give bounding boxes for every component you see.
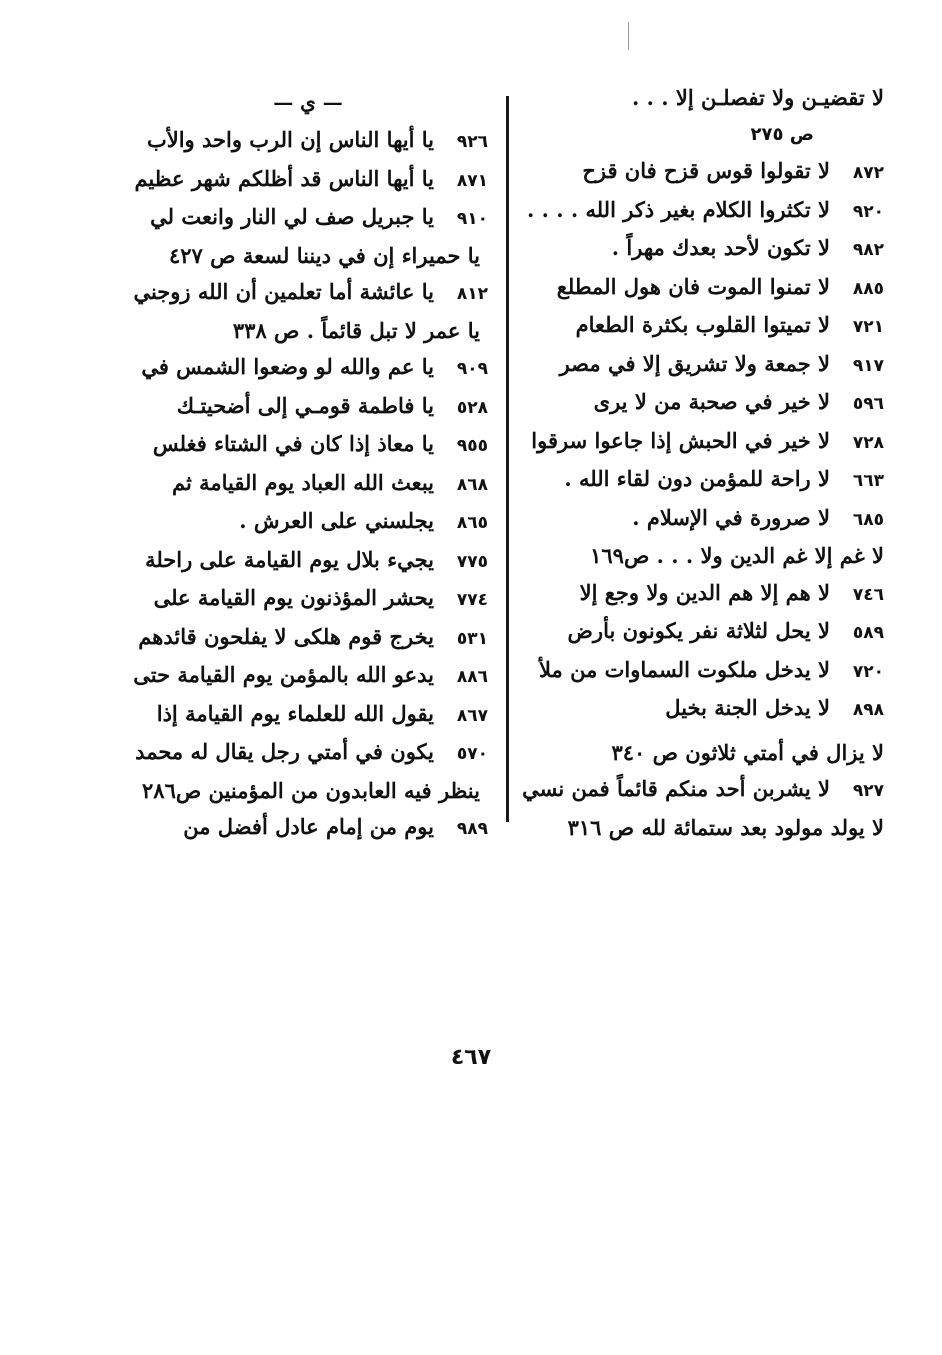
entry-number: ٩٢٦ [456,132,488,152]
entry-number: ٨٦٥ [456,513,488,533]
entry-number: ٩٨٩ [456,819,488,839]
entry-text: يحشر المؤذنون يوم القيامة على [153,585,434,610]
entry-text: لا يحل لثلاثة نفر يكونون بأرض [567,618,830,643]
entry-number: ٩٠٩ [456,359,488,379]
entry-text: يوم من إمام عادل أفضل من [183,814,434,839]
left-column-lines [128,122,488,848]
entry-number: ٨٧٢ [852,163,884,183]
index-entry [528,500,884,539]
entry-number: ٩١٧ [852,355,884,376]
index-entry [128,619,488,658]
index-entry [128,199,488,238]
entry-number: ٥٢٨ [456,397,488,418]
continuation-line: لا يولد مولود بعد ستمائة لله ص ٣١٦ [567,814,884,840]
entry-number: ٧٢٨ [852,432,884,453]
entry-number: ٥٨٩ [852,623,884,643]
entry-number: ٨٨٥ [852,278,884,299]
index-entry [128,465,488,504]
entry-text: لا خير في الحبش إذا جاعوا سرقوا [531,427,830,453]
entry-text: يا عم والله لو وضعوا الشمس في [141,354,434,379]
entry-number: ٧٢١ [852,317,884,337]
index-entry [528,461,884,500]
entry-number: ٨٩٨ [852,700,884,720]
entry-text: يا عائشة أما تعلمين أن الله زوجني [133,279,434,304]
continuation-line: لا تقضيـن ولا تفصلـن إلا . . . [632,85,884,110]
index-entry [528,384,884,423]
index-entry [528,423,884,462]
entry-number: ٨٨٦ [456,667,488,687]
continuation-line: لا غم إلا غم الدين ولا . . . ص١٦٩ [590,543,884,568]
index-entry [528,346,884,385]
entry-number: ٦٨٥ [852,509,884,530]
index-entry [128,809,488,848]
entry-text: لا تمنوا الموت فان هول المطلع [556,273,830,299]
continuation-line: يا عمر لا تبل قائماً . ص ٣٣٨ [232,317,480,343]
index-entry [128,161,488,200]
entry-text: لا تميتوا القلوب بكثرة الطعام [575,312,830,337]
entry-text: لا هم إلا هم الدين ولا وجع إلا [579,579,830,605]
index-entry [528,575,884,614]
page-number: ٤٦٧ [450,1045,492,1070]
entry-number: ٨٦٧ [456,705,488,726]
index-entry [128,503,488,542]
index-entry [128,734,488,773]
entry-number: ٨١٢ [456,284,488,304]
index-entry [528,652,884,691]
entry-number: ٧٧٤ [456,590,488,610]
index-entry [528,307,884,346]
index-entry [128,122,488,161]
index-entry [528,269,884,308]
entry-text: يدعو الله بالمؤمن يوم القيامة حتى [133,662,434,687]
entry-text: لا تكون لأحد بعدك مهراً . [611,235,830,260]
entry-number: ٩٢٠ [852,201,884,222]
entry-number: ٩١٠ [456,209,488,229]
index-entry [128,542,488,581]
entry-text: يكون في أمتي رجل يقال له محمد [135,739,434,764]
entry-number: ٩٢٧ [852,781,884,801]
entry-text: لا يدخل الجنة بخيل [665,695,830,720]
index-entry [528,192,884,231]
index-entry [128,388,488,427]
entry-number: ٥٣١ [456,628,488,649]
entry-text: لا تكثروا الكلام بغير ذكر الله . . . . [526,196,830,222]
entry-number: ٨٦٨ [456,474,488,495]
index-entry [528,230,884,269]
entry-number: ٩٨٢ [852,240,884,260]
index-entry [522,771,884,810]
entry-text: يا جبريل صف لي النار وانعت لي [150,204,434,229]
index-entry [528,613,884,652]
index-entry [128,426,488,465]
entry-number: ٩٥٥ [456,436,488,456]
index-entry [528,690,884,729]
entry-text: يبعث الله العباد يوم القيامة ثم [172,469,434,495]
entry-text: لا صرورة في الإسلام . [632,504,830,530]
index-entry [128,657,488,696]
entry-number: ٧٤٦ [852,584,884,605]
entry-text: لا يدخل ملكوت السماوات من ملأ [539,656,830,682]
top-rule [628,22,629,50]
entry-text: لا يشربن أحد منكم قائماً فمن نسي [522,776,830,801]
entry-text: لا راحة للمؤمن دون لقاء الله . [564,466,830,491]
continuation-line: لا يزال في أمتي ثلاثون ص ٣٤٠ [611,739,884,765]
continuation-line: ينظر فيه العابدون من المؤمنين ص٢٨٦ [142,777,480,803]
column-divider [506,96,509,822]
entry-number: ٥٧٠ [456,744,488,764]
entry-number: ٧٧٥ [456,551,488,572]
continuation-line: يا حميراء إن في ديننا لسعة ص ٤٢٧ [169,242,480,268]
entry-number: ٥٩٦ [852,394,884,414]
entry-text: يجيء بلال يوم القيامة على راحلة [145,546,434,572]
entry-text: يخرج قوم هلكى لا يفلحون قائدهم [138,623,434,649]
entry-text: يا معاذ إذا كان في الشتاء فغلس [152,431,434,456]
entry-number: ٦٦٣ [852,471,884,491]
section-letter: — ي — [273,90,343,114]
entry-text: لا خير في صحبة من لا يرى [593,389,830,414]
entry-number: ٨٧١ [456,170,488,191]
index-entry [528,153,884,192]
index-entry [128,274,488,313]
entry-text: لا جمعة ولا تشريق إلا في مصر [559,350,830,376]
entry-text: لا تقولوا قوس قزح فان قزح [582,158,830,183]
entry-number: ٧٢٠ [852,661,884,682]
entry-text: يا أيها الناس قد أظلكم شهر عظيم [134,165,434,191]
entry-text: يا أيها الناس إن الرب واحد والأب [146,127,434,152]
index-entry [128,580,488,619]
page-reference: ص ٢٧٥ [750,123,814,145]
entry-text: يا فاطمة قومـي إلى أضحيتـك [176,392,434,418]
entry-text: يجلسني على العرش . [239,508,434,533]
entry-text: يقول الله للعلماء يوم القيامة إذا [156,700,434,726]
index-entry [128,696,488,735]
index-entry [128,349,488,388]
left-column [128,88,488,848]
right-column [522,80,884,846]
